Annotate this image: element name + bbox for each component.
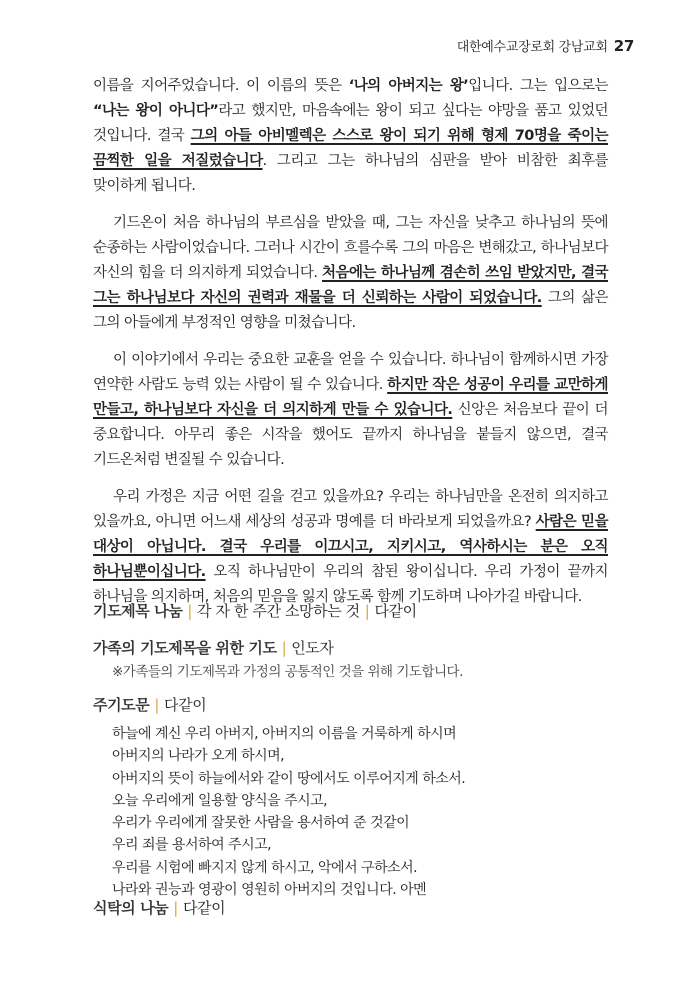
body-paragraph <box>93 211 608 336</box>
underlined-emphasis: 하지만 작은 성공이 우리를 교만하게 만들고, 하나님보다 자신을 더 의지하게 만들 수 있습니다. <box>93 377 608 418</box>
prayer-line: 우리가 우리에게 잘못한 사람을 용서하여 준 것같이 <box>112 815 410 832</box>
underlined-emphasis: 처음에는 하나님께 겸손히 쓰임 받았지만, 결국 그는 하나님보다 자신의 권력과 재물을 더 신뢰하는 사람이 되었습니다. <box>93 265 608 306</box>
text-run: 라고 했지만, 마음속에는 왕이 되고 싶다는 야망을 품고 있었던 것입니다. 결국 <box>93 103 608 144</box>
section-table-sharing <box>93 897 225 918</box>
prayer-line: 우리를 시험에 빠지지 않게 하시고, 악에서 구하소서. <box>112 859 418 876</box>
text-run: 우리 가정은 지금 어떤 길을 걷고 있을까요? 우리는 하나님만을 온전히 의지하고 있을까요, 아니면 어느새 세상의 성공과 명예를 더 바라보게 되었을까요? <box>93 489 608 530</box>
separator-bar: | <box>173 899 178 917</box>
prayer-line: 아버지의 뜻이 하늘에서와 같이 땅에서도 이루어지게 하소서. <box>112 770 466 787</box>
underlined-emphasis: 사람은 믿을 대상이 아닙니다. 결국 우리를 이끄시고, 지키시고, 역사하시는 분은 오직 하나님뿐이십니다. <box>93 514 608 580</box>
main-text <box>93 74 608 622</box>
running-header <box>457 36 634 55</box>
text-run: 이름을 지어주었습니다. 이 이름의 뜻은 <box>93 78 349 94</box>
page-number: 27 <box>613 37 634 55</box>
section-value: 다같이 <box>182 899 226 917</box>
prayer-line: 아버지의 나라가 오게 하시며, <box>112 748 285 765</box>
text-run: 그의 삶은 그의 아들에게 부정적인 영향을 미쳤습니다. <box>93 290 608 331</box>
separator-bar: | <box>281 639 287 657</box>
section-family-prayer <box>93 637 334 658</box>
separator-bar: | <box>187 602 193 620</box>
family-prayer-note: ※가족들의 기도제목과 가정의 공통적인 것을 위해 기도합니다. <box>112 664 463 680</box>
section-label: 주기도문 <box>93 696 150 714</box>
prayer-line: 나라와 권능과 영광이 영원히 아버지의 것입니다. 아멘 <box>112 882 427 899</box>
separator-bar: | <box>364 602 370 620</box>
text-run: 입니다. 그는 입으로는 <box>468 78 608 94</box>
section-value: 각 자 한 주간 소망하는 것 <box>197 602 360 620</box>
church-name: 대한예수교장로회 강남교회 <box>456 40 608 55</box>
section-value: 다같이 <box>164 696 207 714</box>
separator-bar: | <box>154 696 160 714</box>
bold-quote: “나는 왕이 아니다” <box>93 103 219 119</box>
text-run: 오직 하나님만이 우리의 참된 왕이십니다. 우리 가정이 끝까지 하나님을 의지하며, 처음의 믿음을 잃지 않도록 함께 기도하며 나아가길 바랍니다. <box>93 564 608 605</box>
section-value: 인도자 <box>291 639 334 657</box>
body-paragraph <box>93 74 608 199</box>
body-paragraph <box>93 348 608 473</box>
section-label: 식탁의 나눔 <box>93 899 169 917</box>
prayer-line: 오늘 우리에게 일용할 양식을 주시고, <box>112 792 328 809</box>
text-run: . 그리고 그는 하나님의 심판을 받아 비참한 최후를 맞이하게 됩니다. <box>93 153 608 194</box>
body-paragraph <box>93 485 608 610</box>
section-value-2: 다같이 <box>374 602 417 620</box>
prayer-line: 하늘에 계신 우리 아버지, 아버지의 이름을 거룩하게 하시며 <box>112 726 457 742</box>
section-prayer-topic <box>93 600 417 621</box>
text-run: 기드온이 처음 하나님의 부르심을 받았을 때, 그는 자신을 낮추고 하나님의 뜻에 순종하는 사람이었습니다. 그러나 시간이 흐를수록 그의 마음은 변해갔고, 하나님보다 자신의 힘을 더 의지하게 되었습니다. <box>93 215 608 281</box>
text-run: 신앙은 처음보다 끝이 더 중요합니다. 아무리 좋은 시작을 했어도 끝까지 하나님을 붙들지 않으면, 결국 기드온처럼 변질될 수 있습니다. <box>93 402 608 468</box>
prayer-line: 우리 죄를 용서하여 주시고, <box>112 837 272 854</box>
section-label: 가족의 기도제목을 위한 기도 <box>93 639 277 657</box>
section-lords-prayer <box>93 694 206 715</box>
bold-quote: ‘나의 아버지는 왕’ <box>348 78 469 94</box>
lords-prayer-text <box>112 723 465 901</box>
underlined-emphasis: 그의 아들 아비멜렉은 스스로 왕이 되기 위해 형제 70명을 죽이는 끔찍한 일을 저질렀습니다 <box>93 128 609 169</box>
text-run: 이 이야기에서 우리는 중요한 교훈을 얻을 수 있습니다. 하나님이 함께하시면 가장 연약한 사람도 능력 있는 사람이 될 수 있습니다. <box>93 352 608 393</box>
section-label: 기도제목 나눔 <box>93 602 183 620</box>
